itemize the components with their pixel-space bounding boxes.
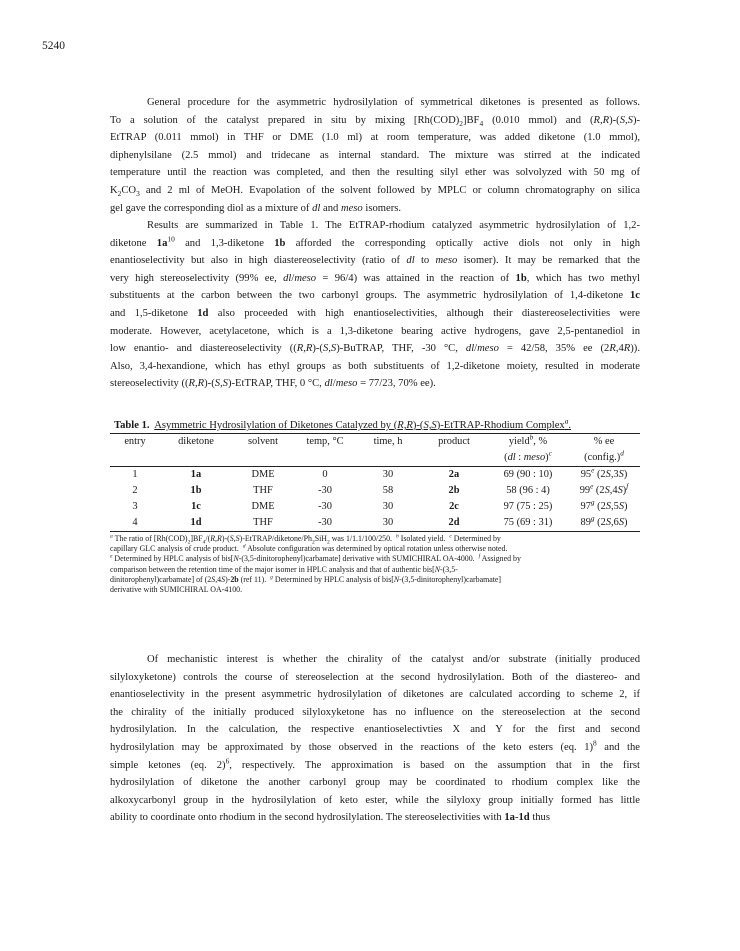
column-subheader <box>232 450 294 467</box>
table-cell: DME <box>251 501 275 512</box>
table-cell: THF <box>253 485 273 496</box>
para2-line: low enantio- and diastereoselectivity ((R,R)-(S,S)-BuTRAP, THF, -30 °C, dl/meso = 42/58, 35% ee (2R,4R)). <box>110 343 640 355</box>
table-cell: 4 <box>132 517 138 528</box>
table-cell: THF <box>253 517 273 528</box>
table-row <box>110 467 640 483</box>
para2-line: diketone $1a^{10}$ and 1,3-diketone 1b afforded the corresponding optically active diols not only in high <box>110 234 640 249</box>
para3-line: simple ketones (eq. 2)$^6$, respectively. The approximation is based on the assumption that in the first <box>110 756 640 771</box>
column-header: diketone <box>178 436 214 447</box>
column-header: yield$^b$, % <box>508 433 548 447</box>
para3-line: hydrosilylation may be approximated by those observed in the reactions of the keto esters (eq. 1)$^8$ and the <box>110 738 640 753</box>
table-cell: 58 (96 : 4) <box>506 485 550 496</box>
table-cell: 97$^g$ (2S,5S) <box>580 498 628 512</box>
table-header-row <box>110 434 640 450</box>
footnote-line: $^e$ Determined by HPLC analysis of bis[N-(3,5-dinitorophenyl)carbamate] derivative with SUMICHIRAL OA-4000. $^f$ Assigned by <box>110 553 521 564</box>
para1-line: gel gave the corresponding diol as a mixture of dl and meso isomers. <box>110 202 401 214</box>
paragraph-results <box>110 217 640 393</box>
table-cell: 2d <box>448 517 460 528</box>
para3-line: silyloxyketone) controls the course of stereoselection at the second hydrosilylation. Both of the diastereo- and <box>110 671 640 683</box>
column-header: product <box>438 436 470 447</box>
table-row <box>110 499 640 515</box>
table-cell: 1d <box>190 517 202 528</box>
table-cell: 1 <box>132 469 138 480</box>
table-cell: 2b <box>448 485 460 496</box>
table-cell: 1b <box>190 485 202 496</box>
footnote-line: derivative with SUMICHIRAL OA-4100. <box>110 585 243 595</box>
column-header: time, h <box>373 436 403 447</box>
table-cell: 99e $(2S,4S)^f$ <box>579 482 629 496</box>
table-cell: 69 (90 : 10) <box>503 469 553 480</box>
column-subheader <box>356 450 420 467</box>
para2-line: moderate. However, acetylacetone, which is a 1,3-diketone bearing active hydrogens, gave 2,5-pentanediol in <box>110 325 640 337</box>
para2-line: substituents at the carbon between the two carbonyl groups. The asymmetric hydrosilylation of 1,4-diketone 1c <box>110 290 640 302</box>
footnote-line: capillary GLC analysis of crude product. $^d$ Absolute configuration was determined by optical rotation unless otherwise noted. <box>110 543 508 554</box>
data-table <box>110 434 640 531</box>
footnote-line: $^a$ The ratio of $[Rh(COD)_2]BF_4/(R,R)-(S,S)-EtTRAP/diketone/Ph_2SiH_2$ was 1/1.1/100/250. $^b$ Isolated yield. $^c$ Determined by <box>110 533 501 546</box>
column-subheader <box>420 450 488 467</box>
para2-line: and 1,5-diketone 1d also proceeded with high enantioselectivities, although their diastereoselectivities were <box>110 307 641 319</box>
paragraph-general-procedure <box>110 94 640 217</box>
column-subheader: (config.)$^d$ <box>584 449 624 463</box>
para2-line: very high stereoselectivity (99% ee, dl/meso = 96/4) was attained in the reaction of 1b, which has two methyl <box>110 272 640 284</box>
column-subheader: (dl : meso)$^c$ <box>504 449 552 463</box>
para1-line: To a solution of the catalyst prepared in situ by mixing $[Rh(COD)_2]BF_4$ (0.010 mmol) and (R,R)-(S,S)- <box>110 114 640 128</box>
table-bottom-rule <box>110 531 640 532</box>
table-cell: 30 <box>382 469 394 480</box>
page-number: 5240 <box>42 40 65 52</box>
column-header: solvent <box>247 436 278 447</box>
table-cell: 2c <box>449 501 459 512</box>
table-cell: 2 <box>132 485 138 496</box>
table-cell: 3 <box>132 501 138 512</box>
para2-line: enantioselectivity but also in high diastereoselectivity (ratio of dl to meso isomer). It may be remarked that the <box>110 255 640 267</box>
table-footnotes <box>110 534 640 595</box>
table-cell: 89$^g$ (2S,6S) <box>580 514 628 528</box>
para3-line: hydrosilylation. In the calculation, the respective enantioselectivties X and Y for the first and second <box>110 724 640 736</box>
table-cell: 75 (69 : 31) <box>503 517 553 528</box>
paragraph-mechanism <box>110 651 640 827</box>
table-cell: 0 <box>322 469 328 480</box>
para3-line: hydrosilylation of diketone the another carbonyl group may be coordinated to rhodium complex like the <box>110 777 640 789</box>
table-cell: 30 <box>382 501 394 512</box>
para3-line: Of mechanistic interest is whether the chirality of the catalyst and/or substrate (initially produced <box>147 654 640 665</box>
para1-line: EtTRAP (0.011 mmol) in THF or DME (1.0 ml) at room temperature, was added diketone (1.0 mmol), <box>110 132 640 144</box>
column-header: entry <box>124 436 146 447</box>
para2-line: Also, 3,4-hexandione, which has ethyl groups as both substituents of 1,2-diketone moiety, resulted in moderate <box>110 360 640 372</box>
footnote-line: dinitorophenyl)carbamate] of (2S,4S)-2b (ref 11). $^g$ Determined by HPLC analysis of bis[N-(3,5-dinitorophenyl)carbamate] <box>110 574 502 584</box>
para3-line: ability to coordinate onto rhodium in the second hydrosilylation. The stereoselectivities with 1a-1d thus <box>110 812 550 824</box>
para1-line: General procedure for the asymmetric hydrosilylation of symmetrical diketones is presented as follows. <box>147 97 640 108</box>
table-row <box>110 515 640 531</box>
table-cell: 58 <box>382 485 394 496</box>
table-cell: -30 <box>318 501 332 512</box>
para3-line: enantioselectivity in the present asymmetric hydrosilylation of diketones are calculated according to scheme 2, if <box>110 689 640 701</box>
column-header: % ee <box>593 436 615 447</box>
column-subheader <box>294 450 356 467</box>
column-subheader <box>160 450 232 467</box>
table-cell: 95e (2S,3S) <box>580 466 628 480</box>
footnote-line: comparison between the retention time of the major isomer in HPLC analysis and that of authentic bis[N-(3,5- <box>110 564 458 574</box>
table-cell: -30 <box>318 517 332 528</box>
table-cell: 30 <box>382 517 394 528</box>
table-cell: 1c <box>191 501 201 512</box>
column-subheader <box>110 450 160 467</box>
table-cell: 97 (75 : 25) <box>503 501 553 512</box>
table-row <box>110 483 640 499</box>
para3-line: the chirality of the initially produced silyloxyketone has no influence on the stereoselection at the second <box>110 706 640 718</box>
table-cell: 2a <box>448 469 460 480</box>
para1-line: $K_2CO_3$ and 2 ml of MeOH. Evapolation of the solvent followed by MPLC or column chromatography on silica <box>110 184 640 199</box>
table-1 <box>110 416 640 595</box>
table-caption: Table 1. Asymmetric Hydrosilylation of Diketones Catalyzed by (R,R)-(S,S)-EtTRAP-Rhodium Complex$^a$. <box>114 416 572 431</box>
para1-line: diphenylsilane (2.5 mmol) and tridecane as internal standard. The mixture was stirred at the indicated <box>110 149 640 161</box>
column-header: temp, °C <box>306 436 344 447</box>
para2-line: stereoselectivity ((R,R)-(S,S)-EtTRAP, THF, 0 °C, dl/meso = 77/23, 70% ee). <box>110 378 436 390</box>
para3-line: alkoxycarbonyl group in the hydrosilylation of keto ester, while the silyloxy group initially formed has little <box>110 794 640 806</box>
para1-line: temperature until the reaction was completed, and then the resulting silyl ether was solvolyzed with 50 mg of <box>110 167 640 179</box>
para2-line: Results are summarized in Table 1. The EtTRAP-rhodium catalyzed asymmetric hydrosilylation of 1,2- <box>147 220 640 231</box>
table-cell: -30 <box>318 485 332 496</box>
table-subheader-row <box>110 450 640 467</box>
table-cell: 1a <box>190 469 202 480</box>
table-cell: DME <box>251 469 275 480</box>
